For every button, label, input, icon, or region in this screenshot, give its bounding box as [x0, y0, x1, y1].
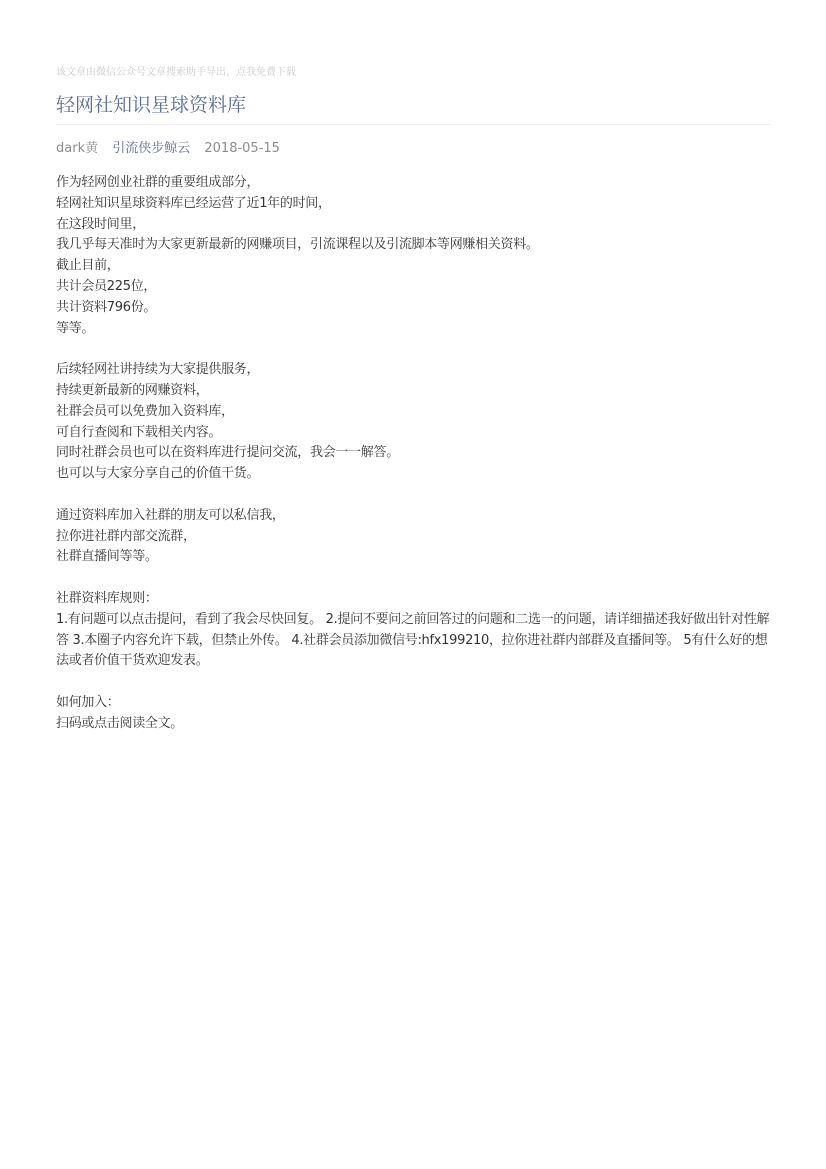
body-line: 也可以与大家分享自己的价值干货。 [56, 466, 260, 482]
paragraph-gap [56, 568, 770, 589]
body-line: 共计会员225位， [56, 278, 157, 294]
body-line: 我几乎每天准时为大家更新最新的网赚项目，引流课程以及引流脚本等网赚相关资料。 [56, 237, 539, 253]
body-line: 在这段时间里， [56, 216, 145, 232]
body-line: 等等。 [56, 320, 95, 336]
body-line: 通过资料库加入社群的朋友可以私信我， [56, 507, 285, 523]
paragraph-gap [56, 672, 770, 693]
body-line: 轻网社知识星球资料库已经运营了近1年的时间， [56, 195, 331, 211]
body-line: 同时社群会员也可以在资料库进行提问交流，我会一一解答。 [56, 445, 399, 461]
title-divider [56, 124, 770, 125]
article-meta [56, 140, 290, 158]
body-line: 作为轻网创业社群的重要组成部分， [56, 175, 260, 190]
body-line: 截止目前， [56, 258, 120, 274]
body-line: 持续更新最新的网赚资料， [56, 382, 209, 398]
author-name: dark黄 [56, 141, 99, 156]
body-line: 可自行查阅和下载相关内容。 [56, 424, 222, 440]
body-line: 后续轻网社讲持续为大家提供服务， [56, 362, 260, 378]
rules-text: 1.有问题可以点击提问，看到了我会尽快回复。 2.提问不要问之前回答过的问题和二选一的问题，请详细描述我好做出针对性解答 3.本圈子内容允许下载，但禁止外传。 4.社群会员添加微信号:hfx199210，拉你进社群内部群及直播间等。 5有什么好的想法或者价值干货欢迎发表。 [56, 611, 770, 669]
paragraph-gap [56, 339, 770, 360]
account-link[interactable]: 引流侠步鲸云 [112, 141, 191, 156]
body-line: 社群会员可以免费加入资料库， [56, 403, 234, 419]
paragraph-gap [56, 485, 770, 506]
rules-heading: 社群资料库规则： [56, 590, 158, 606]
body-line: 拉你进社群内部交流群， [56, 528, 196, 544]
join-heading: 如何加入： [56, 694, 120, 710]
article-body [56, 173, 770, 735]
join-text: 扫码或点击阅读全文。 [56, 715, 184, 731]
article-title: 轻网社知识星球资料库 [56, 94, 247, 116]
publish-date: 2018-05-15 [204, 141, 280, 156]
body-line: 共计资料796份。 [56, 299, 157, 315]
body-line: 社群直播间等等。 [56, 549, 158, 565]
export-notice-link[interactable]: 该文章由微信公众号文章搜索助手导出，点我免费下载 [56, 67, 296, 78]
